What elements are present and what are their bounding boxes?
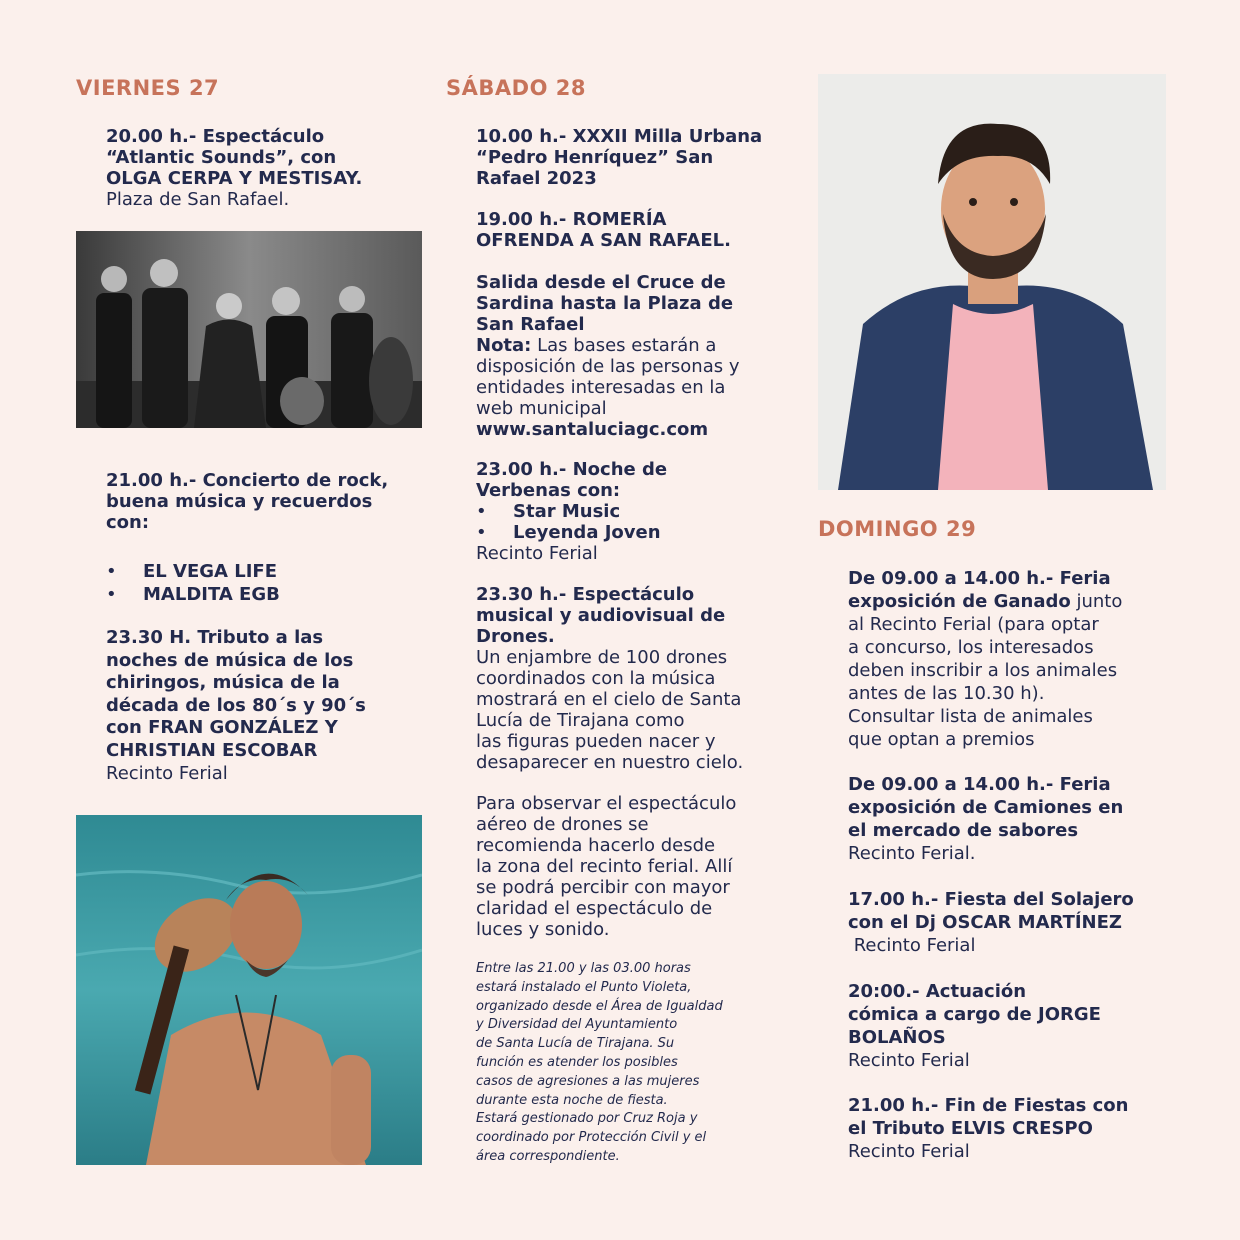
event-title-line: 10.00 h.- XXXII Milla Urbana [476,126,763,147]
bullet-icon: • [476,522,487,543]
band-list-viernes [106,560,280,606]
event-domingo-2100 [848,1094,1128,1163]
drones-recommendation [476,793,736,940]
day-heading-domingo: DOMINGO 29 [818,517,977,541]
event-title-line: Sardina hasta la Plaza de [476,293,734,314]
event-title-line: buena música y recuerdos [106,491,373,512]
artist-photo-guitarist [76,815,422,1165]
event-viernes-2000 [106,126,362,210]
note-line: Entre las 21.00 y las 03.00 horas [476,961,691,976]
event-title-line: con: [106,512,150,533]
band-photo-illustration [76,231,422,428]
website-link[interactable]: www.santaluciagc.com [476,419,709,440]
desc-line: Lucía de Tirajana como [476,710,685,731]
event-title-line: “Atlantic Sounds”, con [106,147,337,168]
event-domingo-1700 [848,888,1134,957]
event-title-line: “Pedro Henríquez” San [476,147,714,168]
artist-photo-comedian [818,74,1166,490]
note-line [476,335,740,356]
desc-line: recomienda hacerlo desde [476,835,716,856]
event-place: Recinto Ferial [476,543,598,564]
event-place: Recinto Ferial [106,762,228,784]
desc-line: a concurso, los interesados [848,637,1094,658]
event-title-line: con el Dj OSCAR MARTÍNEZ [848,912,1122,933]
event-place: Plaza de San Rafael. [106,189,290,210]
bullet-icon: • [106,561,117,582]
event-viernes-2330 [106,627,366,785]
event-title-line: BOLAÑOS [848,1027,946,1048]
event-title-line: OLGA CERPA Y MESTISAY. [106,168,363,189]
event-place: Recinto Ferial. [848,843,976,864]
note-line: durante esta noche de fiesta. [476,1092,668,1108]
desc-line: Un enjambre de 100 drones [476,647,728,668]
note-line: coordinado por Protección Civil y el [476,1130,707,1146]
event-title-line: Verbenas con: [476,480,621,501]
event-title-line: exposición de Camiones en [848,797,1124,818]
event-title-line: con FRAN GONZÁLEZ Y [106,717,338,739]
event-title-line: noches de música de los [106,649,354,671]
event-sabado-2300 [476,459,667,564]
day-heading-sabado: SÁBADO 28 [446,76,586,100]
event-title-line: San Rafael [476,314,585,335]
note-text: Las bases estarán a [531,335,717,356]
desc-line: Para observar el espectáculo [476,793,737,814]
event-place: Recinto Ferial [848,1050,970,1071]
desc-line: la zona del recinto ferial. Allí [476,856,733,877]
list-item: • Star Music [476,501,621,522]
event-title-line: chiringos, música de la [106,672,340,694]
note-line: estará instalado el Punto Violeta, [476,979,692,995]
event-title-line: 20:00.- Actuación [848,981,1027,1002]
event-domingo-2000 [848,980,1101,1072]
desc-line: las figuras pueden nacer y [476,731,716,752]
desc-line: al Recinto Ferial (para optar [848,614,1099,635]
event-title-line: OFRENDA A SAN RAFAEL. [476,230,731,251]
event-title-line: cómica a cargo de JORGE [848,1004,1101,1025]
day-heading-viernes: VIERNES 27 [76,76,220,100]
event-title-line: Drones. [476,626,555,647]
band-list-sabado [476,501,667,543]
event-viernes-2100 [106,470,388,533]
note-line: disposición de las personas y [476,356,740,377]
desc-line: coordinados con la música [476,668,716,689]
desc-line: deben inscribir a los animales [848,660,1118,681]
desc-line: Consultar lista de animales [848,706,1093,727]
event-place: Recinto Ferial [848,1141,970,1162]
event-title-line: De 09.00 a 14.00 h.- Feria [848,774,1111,795]
band-photo-mestisay [76,231,422,428]
event-title-line: 21.00 h.- Concierto de rock, [106,470,389,491]
comedian-photo-illustration [818,74,1166,490]
desc-line: claridad el espectáculo de [476,898,713,919]
desc-line: que optan a premios [848,729,1035,750]
event-title-line: el Tributo ELVIS CRESPO [848,1118,1093,1139]
event-title-line: 23.30 h.- Espectáculo [476,584,695,605]
note-line: organizado desde el Área de Igualdad [476,998,723,1014]
event-domingo-feria-ganado [848,567,1122,751]
list-item: • Leyenda Joven [476,522,661,543]
event-title-line: el mercado de sabores [848,820,1079,841]
event-title-line: Rafael 2023 [476,168,597,189]
desc-line: antes de las 10.30 h). [848,683,1045,704]
event-place: Recinto Ferial [848,935,976,956]
event-sabado-2330-drones [476,584,743,773]
note-line: entidades interesadas en la [476,377,726,398]
event-title-line: década de los 80´s y 90´s [106,694,366,716]
bullet-icon: • [106,584,117,605]
note-line: Estará gestionado por Cruz Roja y [476,1111,698,1127]
event-title-line: 23.00 h.- Noche de [476,459,668,480]
bullet-icon: • [476,501,487,522]
note-label: Nota: [476,335,532,356]
event-title-line: exposición de Ganado junto [848,591,1123,612]
note-line: y Diversidad del Ayuntamiento [476,1017,678,1033]
event-title-line: 20.00 h.- Espectáculo [106,126,325,147]
note-line: función es atender los posibles [476,1054,678,1070]
event-title-line: musical y audiovisual de [476,605,726,626]
note-line: web municipal [476,398,607,419]
event-domingo-feria-camiones [848,773,1123,865]
event-sabado-salida [476,272,740,440]
punto-violeta-note [476,960,723,1167]
desc-line: desaparecer en nuestro cielo. [476,752,744,773]
note-line: casos de agresiones a las mujeres [476,1073,700,1089]
event-title-line: 23.30 H. Tributo a las [106,627,324,648]
list-item: • MALDITA EGB [106,584,280,605]
event-title-line: 21.00 h.- Fin de Fiestas con [848,1095,1129,1116]
event-sabado-1000 [476,126,762,189]
event-title-line: Salida desde el Cruce de [476,272,726,293]
event-title-line: De 09.00 a 14.00 h.- Feria [848,568,1111,589]
event-title-line: CHRISTIAN ESCOBAR [106,739,318,761]
event-sabado-1900 [476,209,731,251]
list-item: • EL VEGA LIFE [106,561,277,582]
event-title-line: 19.00 h.- ROMERÍA [476,209,667,230]
note-line: área correspondiente. [476,1148,620,1164]
note-line: de Santa Lucía de Tirajana. Su [476,1036,675,1052]
desc-line: se podrá percibir con mayor [476,877,730,898]
desc-line: luces y sonido. [476,919,610,940]
guitarist-photo-illustration [76,815,422,1165]
desc-line: aéreo de drones se [476,814,649,835]
event-title-line: 17.00 h.- Fiesta del Solajero [848,889,1134,910]
desc-line: mostrará en el cielo de Santa [476,689,742,710]
